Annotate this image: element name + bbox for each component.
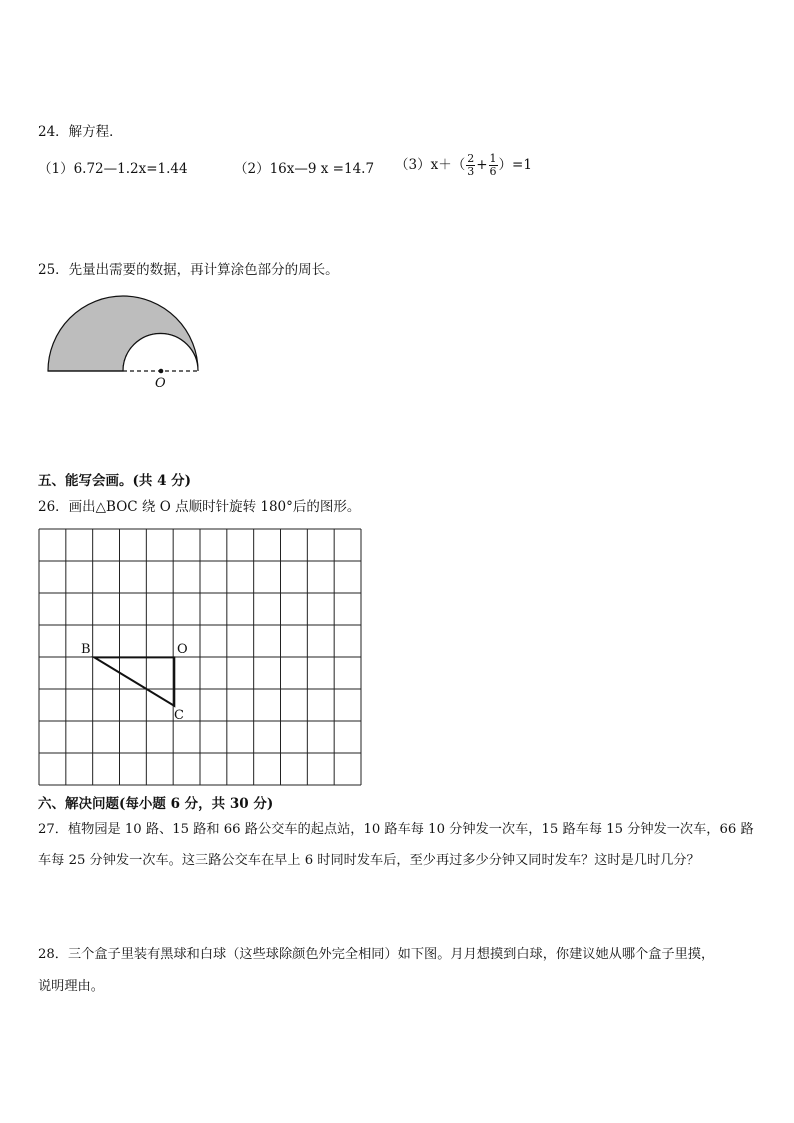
fraction-two-thirds: $\frac{2}{3}$ <box>467 152 475 178</box>
q24-title: 24．解方程． <box>38 124 123 140</box>
semicircle-figure <box>40 290 210 390</box>
q28-line2: 说明理由。 <box>38 979 104 994</box>
section5-heading: 五、能写会画。(共 4 分) <box>38 473 192 489</box>
q27-line1: 27．植物园是 10 路、15 路和 66 路公交车的起点站，10 路车每 10 分钟发一次车，15 路车每 15 分钟发一次车，66 路 <box>38 822 754 837</box>
triangle-boc <box>94 657 174 706</box>
center-label-o: O <box>155 376 166 390</box>
grid-figure <box>38 528 362 786</box>
section6-heading: 六、解决问题(每小题 6 分，共 30 分) <box>38 796 274 812</box>
q24-part1: （1）6.72—1.2x=1.44 <box>38 161 188 177</box>
label-c: C <box>174 708 184 723</box>
q26-title: 26．画出△BOC 绕 O 点顺时针旋转 180°后的图形。 <box>38 499 361 515</box>
label-o: O <box>177 642 188 657</box>
q28-line1: 28．三个盒子里装有黑球和白球（这些球除颜色外完全相同）如下图。月月想摸到白球，你建议她从哪个盒子里摸， <box>38 947 715 962</box>
q27-line2: 车每 25 分钟发一次车。这三路公交车在早上 6 时同时发车后，至少再过多少分钟又同时发车？这时是几时几分？ <box>38 853 700 868</box>
plus-sign: + <box>476 157 488 173</box>
grid-lines <box>39 529 361 785</box>
q25-title: 25．先量出需要的数据，再计算涂色部分的周长。 <box>38 262 339 278</box>
label-b: B <box>81 642 91 657</box>
q24-part3 <box>395 153 532 178</box>
center-point-o <box>159 369 164 374</box>
q24-part2: （2）16x—9 x =14.7 <box>234 161 375 177</box>
q24-part3-prefix: （3）x＋（ <box>395 157 466 173</box>
fraction-one-sixth: $\frac{1}{6}$ <box>489 152 497 178</box>
q24-part3-suffix: ）=1 <box>498 157 532 173</box>
